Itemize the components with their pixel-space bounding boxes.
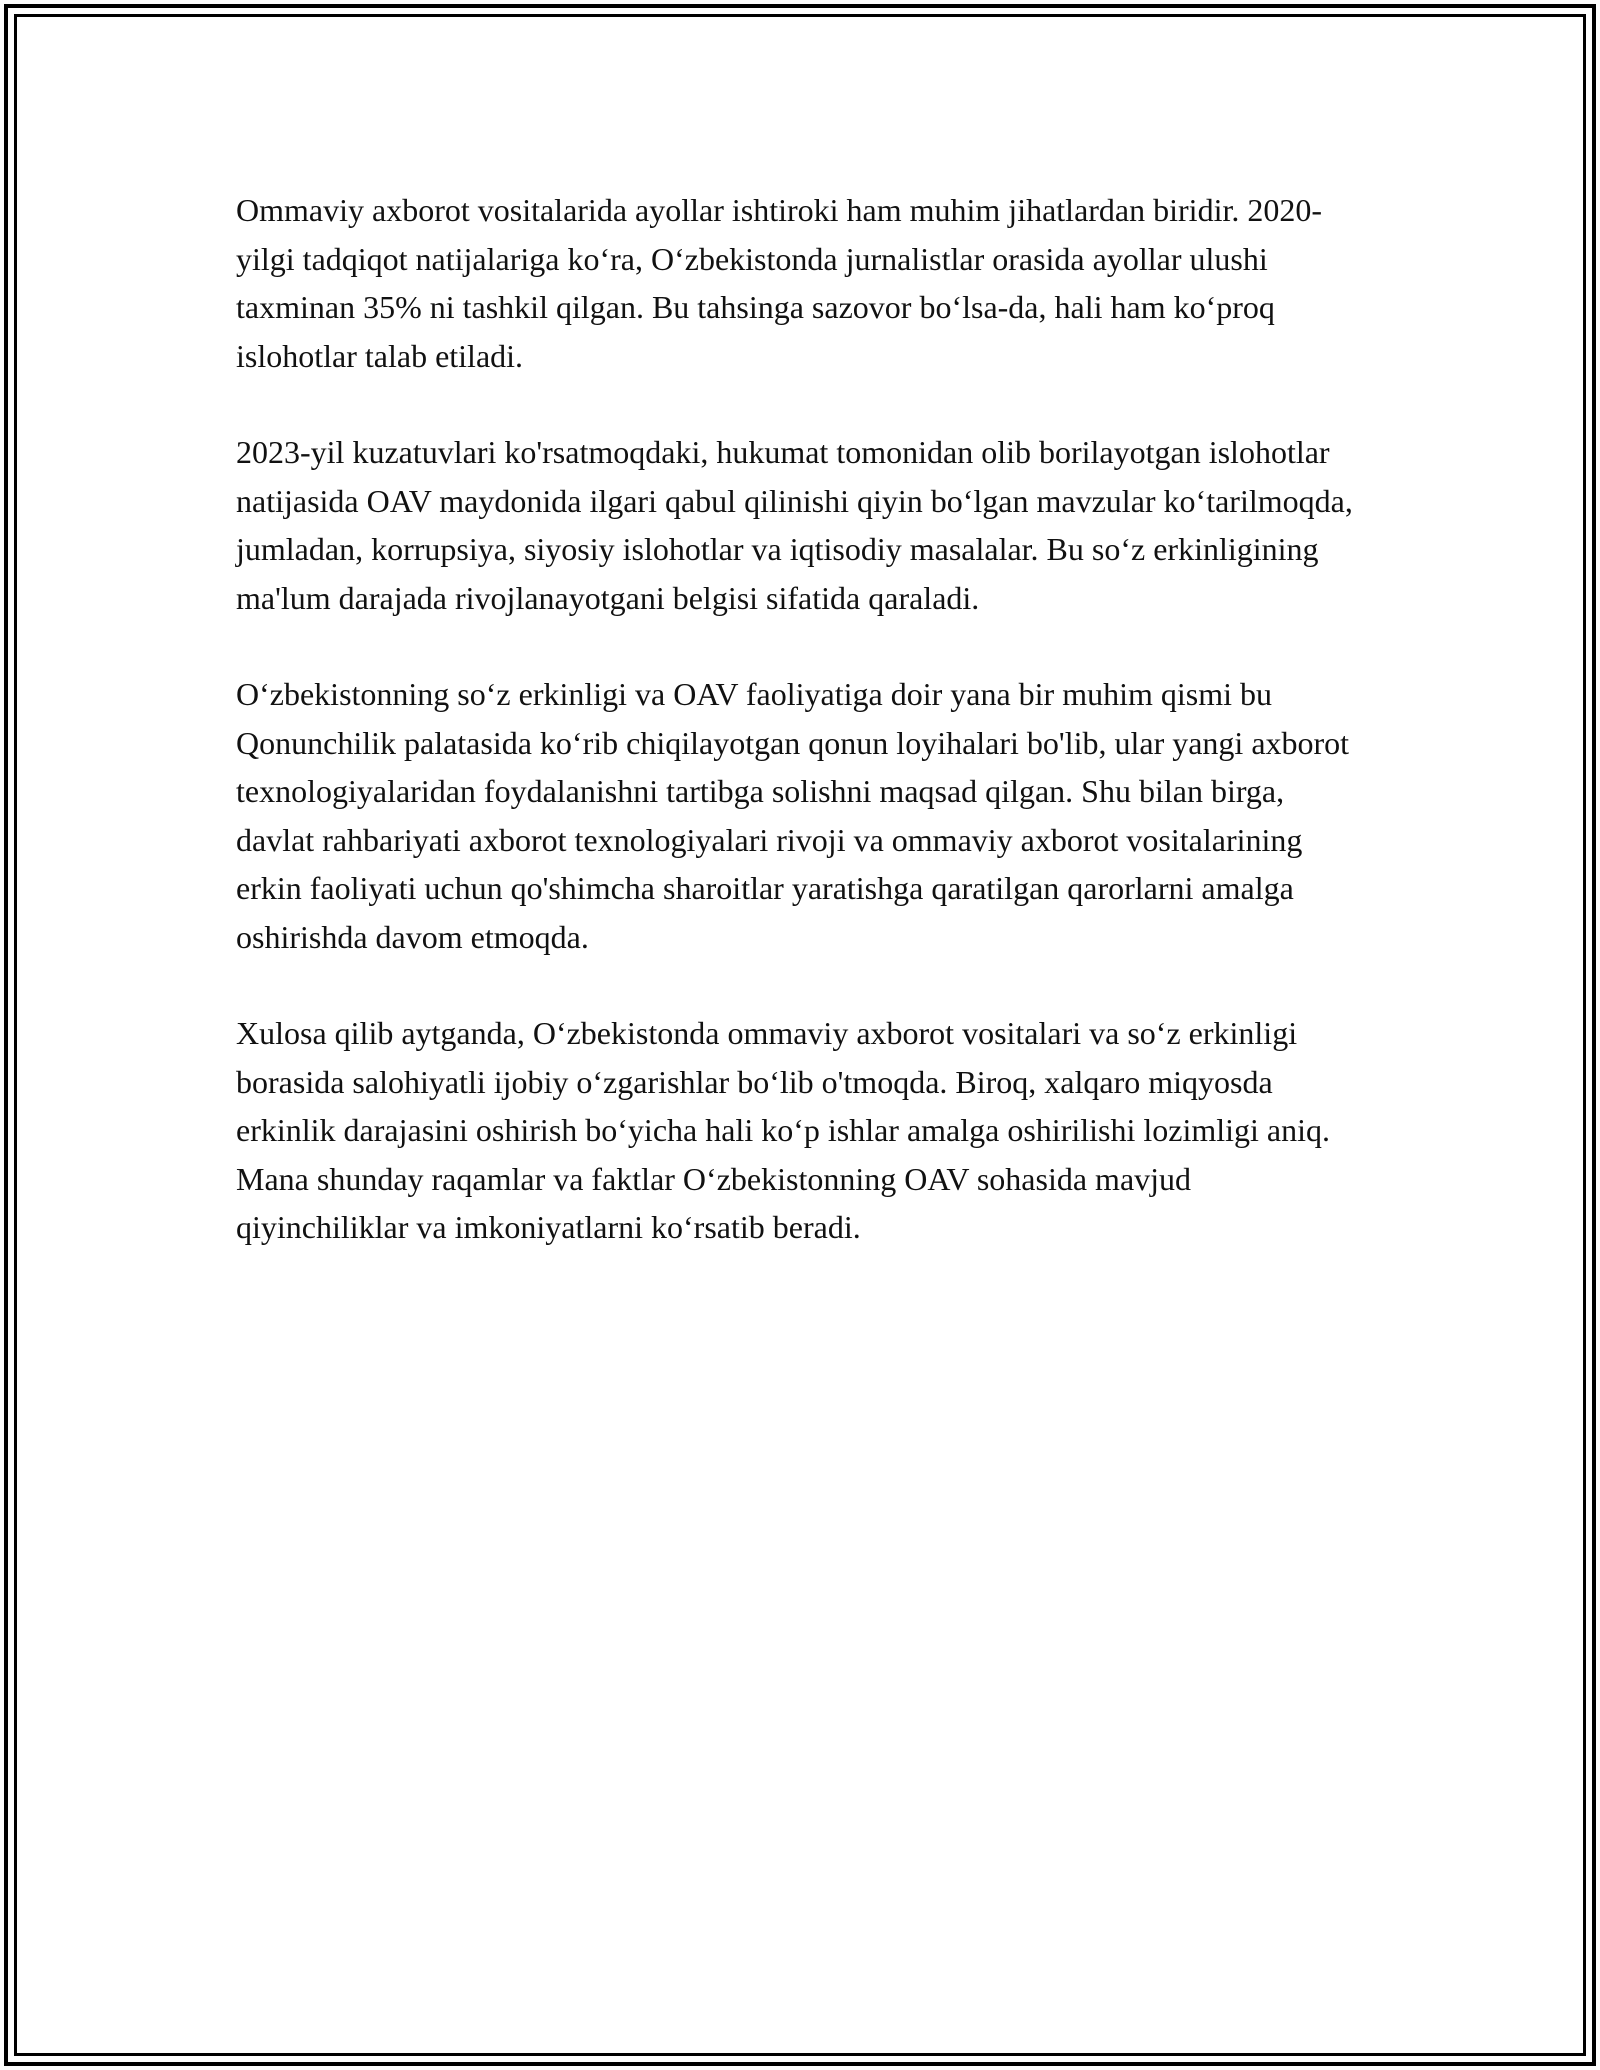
paragraph-4: Xulosa qilib aytganda, Oʻzbekistonda ommaviy axborot vositalari va soʻz erkinligi borasida salohiyatli ijobiy oʻzgarishlar boʻlib o'tmoqda. Biroq, xalqaro miqyosda erkinlik darajasini oshirish boʻyicha hali koʻp ishlar amalga oshirilishi lozimligi aniq. Mana shunday raqamlar va faktlar Oʻzbekistonning OAV sohasida mavjud qiyinchiliklar va imkoniyatlarni koʻrsatib beradi. xyxy=(236,1015,1330,1245)
document-body xyxy=(236,186,1364,1300)
paragraph-3: Oʻzbekistonning soʻz erkinligi va OAV faoliyatiga doir yana bir muhim qismi bu Qonunchilik palatasida koʻrib chiqilayotgan qonun loyihalari bo'lib, ular yangi axborot texnologiyalaridan foydalanishni tartibga solishni maqsad qilgan. Shu bilan birga, davlat rahbariyati axborot texnologiyalari rivoji va ommaviy axborot vositalarining erkin faoliyati uchun qo'shimcha sharoitlar yaratishga qaratilgan qarorlarni amalga oshirishda davom etmoqda. xyxy=(236,676,1350,955)
paragraph-2: 2023-yil kuzatuvlari ko'rsatmoqdaki, hukumat tomonidan olib borilayotgan islohotlar natijasida OAV maydonida ilgari qabul qilinishi qiyin boʻlgan mavzular koʻtarilmoqda, jumladan, korrupsiya, siyosiy islohotlar va iqtisodiy masalalar. Bu soʻz erkinligining ma'lum darajada rivojlanayotgani belgisi sifatida qaraladi. xyxy=(236,434,1353,616)
paragraph-1: Ommaviy axborot vositalarida ayollar ishtiroki ham muhim jihatlardan biridir. 2020-yilgi tadqiqot natijalariga koʻra, Oʻzbekistonda jurnalistlar orasida ayollar ulushi taxminan 35% ni tashkil qilgan. Bu tahsinga sazovor boʻlsa-da, hali ham koʻproq islohotlar talab etiladi. xyxy=(236,192,1322,374)
